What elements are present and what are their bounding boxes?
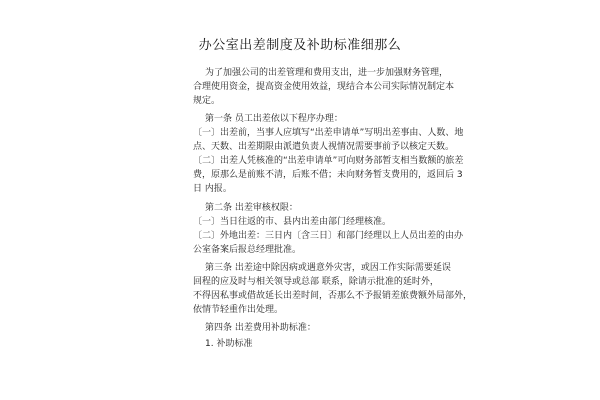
article-heading: 第四条 出差费用补助标准： [205,323,316,333]
paragraph-line: 规定。 [193,96,221,106]
paragraph-line: 依情节轻重作出处理。 [193,305,284,315]
article-heading: 第二条 出差审核权限： [205,203,298,213]
paragraph-line: 〔二〕外地出差：三日内〔含三日〕和部门经理以上人员出差的由办 [193,231,464,241]
paragraph-line: 〔一〕当日往返的市、县内出差由部门经理核准。 [193,217,392,227]
paragraph-line: 日 内报。 [193,184,232,194]
sub-heading: 1. 补助标准 [205,339,253,349]
paragraph-line: 为了加强公司的出差管理和费用支出，进一步加强财务管理， [205,68,449,78]
paragraph-line: 〔一〕出差前，当事人应填写“出差申请单”写明出差事由、人数、地 [193,128,464,138]
paragraph-line: 公室备案后报总经理批准。 [193,245,302,255]
paragraph-line: 〔二〕出差人凭核准的“出差申请单”可向财务部暂支相当数额的旅差 [193,156,464,166]
paragraph-line: 费，原那么是前账不清，后账不借；未向财务暂支费用的，返回后 3 [193,170,463,180]
article-heading: 第三条 出差途中除因病或遇意外灾害，或因工作实际需要延误 [205,263,451,273]
document-title: 办公室出差制度及补助标准细那么 [198,38,402,53]
paragraph-line: 回程的应及时与相关领导或总部 联系，除请示批准的延时外， [193,277,439,287]
paragraph-line: 点、天数、出差期限由派遣负责人视情况需要事前予以核定天数。 [193,142,455,152]
paragraph-line: 不得因私事或借故延长出差时间，否那么不予报销差旅费额外局部外， [193,291,473,301]
article-heading: 第一条 员工出差依以下程序办理： [205,114,343,124]
paragraph-line: 合理使用资金，提高资金使用效益，现结合本公司实际情况制定本 [193,82,455,92]
